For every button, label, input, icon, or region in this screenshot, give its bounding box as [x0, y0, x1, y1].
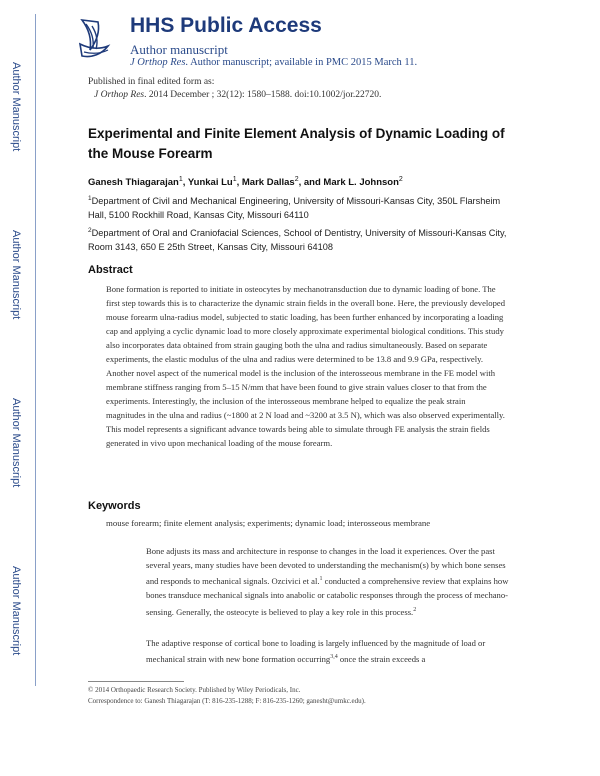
- side-label-author-manuscript: Author Manuscript: [10, 398, 22, 488]
- manuscript-availability: [130, 57, 417, 68]
- side-label-author-manuscript: Author Manuscript: [10, 566, 22, 656]
- hhs-eagle-logo-icon: [78, 18, 112, 62]
- body-text: Bone adjusts its mass and architecture in response to changes in the load it experiences. Over the past several years, many studies have been devoted to understanding the mechanism(s) by which bone senses and responds to mechanical signals. Ozcivici et al.: [146, 546, 506, 587]
- footnote-divider: [88, 681, 184, 682]
- body-text: The adaptive response of cortical bone to loading is largely influenced by the magnitude of load or mechanical strain with new bone formation occurring: [146, 638, 486, 665]
- body-paragraph-2: [146, 636, 510, 666]
- author-name: Ganesh Thiagarajan: [88, 177, 179, 189]
- author-affil-sup: 1: [232, 176, 237, 183]
- author-name: Yunkai Lu: [187, 177, 233, 189]
- abstract-text: Bone formation is reported to initiate in osteocytes by mechanotransduction due to dynamic loading of bone. The first step towards this is to characterize the dynamic strain fields in the overall bone. Here, the previously developed mouse forearm ulna-radius model, subjected to static loading, has been further enhanced by incorporating a loading cap and applying a cyclic dynamic load to more closely approximate experimental biological conditions. This study also incorporates data obtained from strain gauging both the ulna and radius simultaneously. Based on separate experiments, the elastic modulus of the ulna and radius were determined to be 13.8 and 9.9 GPa, respectively. Another novel aspect of the numerical model is the inclusion of the interosseous membrane in the FE model with membrane stiffness ranging from 5–15 N/mm that have been found to give strain values closer to that from the experiments. Interestingly, the inclusion of the interosseous membrane helped to equalize the peak strain magnitudes in the ulna and radius (~1800 at 2 N load and ~3200 at 3.5 N), which was also observed experimentally. This model represents a significant advance towards being able to simulate through FE analysis the strain fields generated in vivo upon mechanical loading of the mouse forearm.: [106, 284, 506, 448]
- author-separator: , and: [298, 177, 324, 189]
- author-name: Mark Dallas: [241, 177, 295, 189]
- abstract-heading: Abstract: [88, 264, 133, 276]
- body-text: conducted a comprehensive review that explains how bones transduce mechanical signals into anabolic or catabolic responses through the process of mechano-sensing. Generally, the osteocyte is believed to play a key role in this process.: [146, 576, 509, 617]
- publication-info: [88, 76, 381, 102]
- author-list: [88, 176, 403, 188]
- hhs-public-access-title: HHS Public Access: [130, 14, 322, 37]
- affiliation-text: Department of Oral and Craniofacial Sciences, School of Dentistry, University of Missouri-Kansas City, Room 3143, 650 E 25th Street, Kansas City, Missouri 64108: [88, 228, 507, 253]
- author-affil-sup: 1: [178, 176, 183, 183]
- author-manuscript-subtitle: Author manuscript: [130, 42, 228, 57]
- affiliation-sup: 2: [88, 227, 92, 234]
- keywords-heading: Keywords: [88, 500, 141, 512]
- availability-text: . Author manuscript; available in PMC 2015 March 11.: [185, 57, 418, 68]
- author-separator: ,: [182, 177, 188, 189]
- affiliation-2: [88, 224, 508, 254]
- body-paragraph-1: [146, 544, 510, 619]
- author-affil-sup: 2: [398, 176, 403, 183]
- citation-sup: 2: [413, 606, 417, 613]
- affiliation-sup: 1: [88, 195, 92, 202]
- author-name: Mark L. Johnson: [323, 177, 399, 189]
- affiliation-text: Department of Civil and Mechanical Engineering, University of Missouri-Kansas City, 350L Flarsheim Hall, 5100 Rockhill Road, Kansas City, Missouri 64110: [88, 196, 501, 221]
- side-label-author-manuscript: Author Manuscript: [10, 230, 22, 320]
- published-label: Published in final edited form as:: [88, 77, 215, 87]
- citation-journal: J Orthop Res: [94, 90, 145, 100]
- citation-sup: 1: [319, 576, 323, 583]
- journal-name: J Orthop Res: [130, 57, 186, 68]
- author-affil-sup: 2: [294, 176, 299, 183]
- keywords-text: mouse forearm; finite element analysis; experiments; dynamic load; interosseous membrane: [106, 518, 431, 528]
- correspondence-note: Correspondence to: Ganesh Thiagarajan (T: 816-235-1288; F: 816-235-1260; ganesht@umkc.edu).: [88, 697, 366, 705]
- citation-details: . 2014 December ; 32(12): 1580–1588. doi:10.1002/jor.22720.: [144, 90, 382, 100]
- affiliation-1: [88, 192, 508, 222]
- citation-sup: 3,4: [330, 654, 338, 661]
- side-label-author-manuscript: Author Manuscript: [10, 62, 22, 152]
- article-title: Experimental and Finite Element Analysis of Dynamic Loading of the Mouse Forearm: [88, 126, 505, 161]
- author-separator: ,: [236, 177, 242, 189]
- citation-line: [88, 89, 381, 102]
- side-divider: [35, 14, 36, 686]
- body-text: once the strain exceeds a: [337, 654, 426, 665]
- copyright-note: © 2014 Orthopaedic Research Society. Published by Wiley Periodicals, Inc.: [88, 686, 301, 694]
